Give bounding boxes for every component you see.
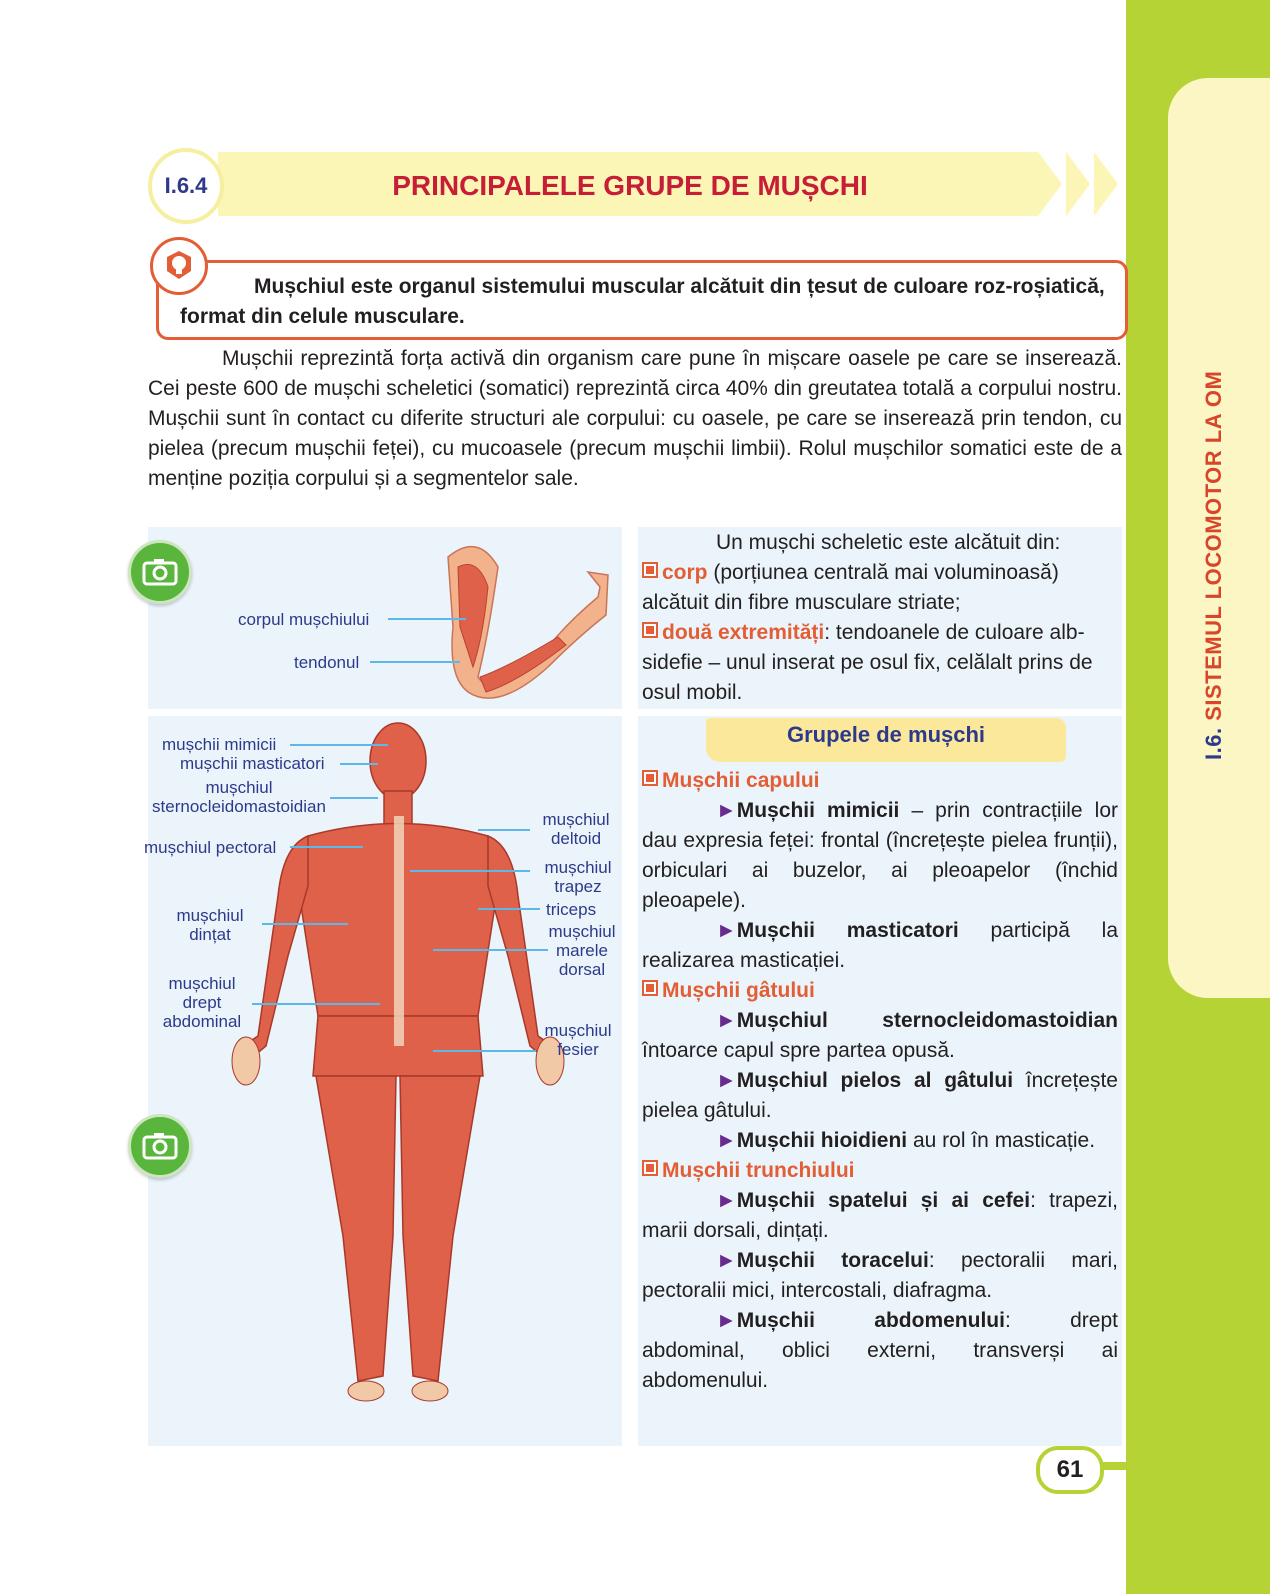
intro-paragraph: Mușchii reprezintă forța activă din organism care pune în mișcare oasele pe care se inserează. Cei peste 600 de mușchi scheletici (somatici) reprezintă circa 40% din greutatea totală a corpului nostru. Mușchii sunt în contact cu diferite structuri ale corpului: cu oasele, pe care se inserează prin tendon, cu pielea (precum mușchii feței), cu mucoasele (precum mușchii limbii). Rolul mușchilor somatici este de a menține poziția corpului și a segmentelor sale.	[148, 347, 1122, 490]
section-code: I.6.4	[148, 148, 224, 224]
label-line: mușchiul	[544, 858, 612, 877]
page-title: PRINCIPALELE GRUPE DE MUȘCHI	[392, 170, 868, 201]
label-serratus	[160, 906, 260, 944]
triangle-icon: ►	[716, 1129, 737, 1152]
item-text: : drept abdominal, oblici externi, transverși ai abdomenului.	[642, 1309, 1118, 1392]
label-rectus-abdominis	[150, 974, 254, 1031]
skeletal-intro: Un mușchi scheletic este alcătuit din:	[716, 531, 1061, 554]
bullet-icon	[642, 562, 658, 578]
item-text: participă la realizarea masticației.	[642, 919, 1119, 972]
list-item	[642, 1246, 1118, 1306]
item-bold: Mușchiul pielos al gâtului	[736, 1069, 1014, 1092]
item-text: : pectoralii mari, pectoralii mici, intercostali, diafragma.	[642, 1249, 1118, 1302]
list-item	[642, 1066, 1118, 1126]
label-line: marele	[556, 941, 608, 960]
label-line: mușchiul	[544, 1021, 612, 1040]
triangle-icon: ►	[716, 1309, 737, 1332]
label-line: deltoid	[550, 829, 602, 848]
page-number: 61	[1036, 1446, 1104, 1494]
label-line: mușchiul	[205, 778, 273, 797]
label-masticatory-muscles: mușchii masticatori	[180, 754, 325, 773]
bullet-icon	[642, 1160, 658, 1176]
item-bold: Mușchii spatelui și ai cefei	[736, 1189, 1031, 1212]
list-item	[642, 1006, 1118, 1066]
label-line: mușchiul	[548, 922, 616, 941]
chevron-icon	[1066, 152, 1090, 216]
heading-text: Mușchii gâtului	[662, 979, 815, 1002]
triangle-icon: ►	[716, 1189, 737, 1212]
label-line: mușchiul	[542, 810, 610, 829]
corp-item	[642, 558, 1118, 618]
bullet-icon	[642, 770, 658, 786]
label-deltoid	[534, 810, 618, 848]
triangle-icon: ►	[716, 1009, 737, 1032]
triangle-icon: ►	[716, 919, 737, 942]
corp-text: (porțiunea centrală mai voluminoasă) alcătuit din fibre musculare striate;	[642, 561, 1059, 614]
list-item	[642, 1306, 1118, 1396]
definition-text: Mușchiul este organul sistemului muscular alcătuit din țesut de culoare roz-roșiatică, format din celule musculare.	[180, 275, 1105, 328]
label-line: sternocleidomastoidian	[152, 797, 326, 816]
extremities-item	[642, 618, 1118, 708]
label-gluteus	[536, 1021, 620, 1059]
chevron-icon	[1038, 152, 1062, 216]
trunk-muscles-heading	[642, 1156, 1118, 1186]
label-line: fesier	[557, 1040, 599, 1059]
item-text: au rol în masticație.	[907, 1129, 1096, 1152]
heading-text: Mușchii trunchiului	[662, 1159, 855, 1182]
label-triceps: triceps	[546, 900, 597, 919]
label-line: drept	[182, 993, 222, 1012]
muscle-groups-text	[642, 766, 1118, 1396]
label-line: mușchiul	[168, 974, 236, 993]
list-item	[642, 796, 1118, 916]
arm-illustration	[148, 527, 622, 709]
neck-muscles-heading	[642, 976, 1118, 1006]
bullet-icon	[642, 980, 658, 996]
item-bold: Mușchii hioidieni	[736, 1129, 908, 1152]
label-muscle-body: corpul mușchiului	[238, 610, 370, 629]
label-trapezius	[536, 858, 620, 896]
item-text: : trapezi, marii dorsali, dințați.	[642, 1189, 1118, 1242]
item-bold: Mușchii abdomenului	[736, 1309, 1005, 1332]
skeletal-muscle-text	[642, 528, 1118, 708]
bullet-icon	[642, 622, 658, 638]
label-line: abdominal	[162, 1012, 242, 1031]
list-item	[642, 1186, 1118, 1246]
item-bold: Mușchii masticatori	[736, 919, 959, 942]
item-text: întoarce capul spre partea opusă.	[642, 1039, 955, 1062]
label-line: trapez	[554, 877, 602, 896]
list-item	[642, 1126, 1118, 1156]
corp-keyword: corp	[662, 561, 708, 584]
extremities-keyword: două extremități	[662, 621, 825, 644]
triangle-icon: ►	[716, 1069, 737, 1092]
triangle-icon: ►	[716, 1249, 737, 1272]
triangle-icon: ►	[716, 799, 737, 822]
item-text: – prin contracțiile lor dau expresia feței: frontal (încrețește pielea frunții), orbiculari ai buzelor, ai pleoapelor (închid pleoapele).	[642, 799, 1119, 912]
chapter-title: SISTEMUL LOCOMOTOR LA OM	[1201, 370, 1226, 721]
label-mimic-muscles: mușchii mimicii	[162, 735, 277, 754]
label-line: mușchiul	[176, 906, 244, 925]
label-line: dințat	[189, 925, 231, 944]
item-bold: Mușchii mimicii	[736, 799, 900, 822]
label-scm	[146, 778, 332, 816]
item-bold: Mușchiul sternocleidomastoidian	[736, 1009, 1118, 1032]
head-muscles-heading	[642, 766, 1118, 796]
chapter-number: I.6.	[1201, 727, 1226, 760]
label-tendon: tendonul	[294, 653, 360, 672]
item-bold: Mușchii toracelui	[736, 1249, 929, 1272]
label-line: dorsal	[558, 960, 606, 979]
chevron-icon	[1094, 152, 1118, 216]
list-item	[642, 916, 1118, 976]
item-text: încrețește pielea gâtului.	[642, 1069, 1118, 1122]
label-pectoral: mușchiul pectoral	[144, 838, 277, 857]
chapter-label	[1201, 371, 1227, 760]
label-latissimus	[540, 922, 624, 979]
heading-text: Mușchii capului	[662, 769, 820, 792]
groups-title: Grupele de mușchi	[786, 722, 986, 747]
extremities-text: : tendoanele de culoare alb-sidefie – unul inserat pe osul fix, celălalt prins de osul mobil.	[642, 621, 1093, 704]
